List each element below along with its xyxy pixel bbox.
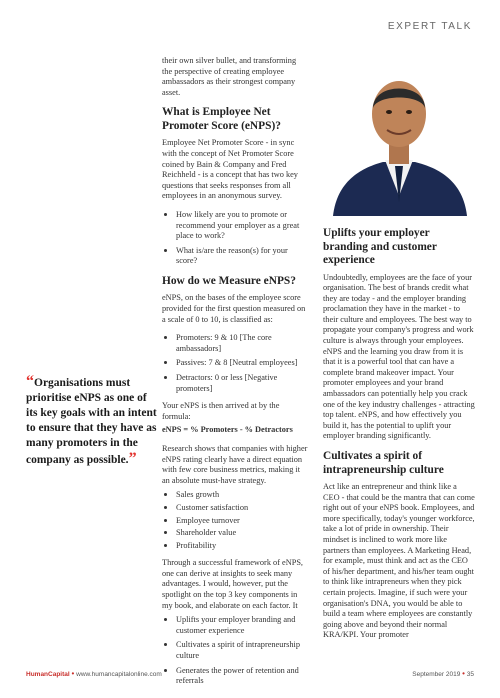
website-url[interactable]: www.humancapitalonline.com — [76, 671, 162, 678]
list-item: • Passives: 7 & 8 [Neutral employees] — [176, 357, 308, 369]
page-number: 35 — [466, 671, 474, 678]
open-quote-mark: “ — [26, 373, 34, 390]
list-item: • Cultivates a spirit of intrapreneurship culture — [176, 639, 308, 661]
author-photo — [323, 56, 475, 216]
author-portrait-illustration — [323, 56, 475, 216]
metric-list — [162, 489, 308, 551]
list-item: • How likely are you to promote or recommend your employer as a great place to work? — [176, 209, 308, 242]
list-item: • Profitability — [176, 540, 308, 552]
list-item: • What is/are the reason(s) for your score? — [176, 245, 308, 267]
intro-paragraph: their own silver bullet, and transforming the perspective of creating employee ambassadors as their strongest company asset. — [162, 56, 297, 97]
brand-logo: HumanCapital — [26, 671, 70, 678]
enps-definition: Employee Net Promoter Score - in sync with the concept of Net Promoter Score coined by Bain & Company and Fred Reichheld - is a concept that has two key questions that seeks responses from all employees in an anonymous survey. — [162, 138, 298, 201]
heading-intrapreneurship: Cultivates a spirit of intrapreneurship culture — [323, 450, 444, 476]
close-quote-mark: ” — [128, 450, 137, 467]
formula-intro: Your eNPS is then arrived at by the formula: — [162, 401, 280, 421]
research-paragraph: Research shows that companies with higher eNPS rating clearly have a direct equation with few core business metrics, making it an absolute must-have strategy. — [162, 443, 308, 485]
question-list — [162, 209, 308, 267]
pull-quote — [26, 374, 160, 468]
section-tag: EXPERT TALK — [387, 21, 472, 32]
list-item: • Shareholder value — [176, 527, 308, 539]
list-item: • Customer satisfaction — [176, 502, 308, 514]
intrapreneurship-paragraph: Act like an entrepreneur and think like a CEO - that could be the mantra that can come right out of your eNPS book. Employees, and more specifically, today's younger workforce, take a lot of pride in ownership. Their mindset is inclined to work more like partners than employees. A Marketing Head, for example, must think and act as the CEO of his/her department, and his/her team ought to think like intrapreneurs when they pick certain projects. Imagine, if such were your organisation's DNA, you would be able to build a team where employees are constantly going above and beyond their normal KRA/KPI. Your promoter — [323, 482, 475, 640]
measure-paragraph: eNPS, on the bases of the employee score provided for the first question measured on a scale of 0 to 10, is classified as: — [162, 293, 306, 324]
footer-issue — [412, 669, 474, 678]
enps-formula: eNPS = % Promoters - % Detractors — [162, 425, 293, 435]
pull-quote-text: Organisations must prioritise eNPS as one of its key goals with an intent to ensure that they have as many promoters in the company as possible. — [26, 377, 157, 466]
bullet-dot-icon: • — [71, 669, 75, 678]
middle-column — [162, 56, 308, 694]
list-item: • Sales growth — [176, 489, 308, 501]
issue-date: September 2019 — [412, 671, 461, 678]
right-column — [323, 227, 475, 648]
heading-measure-enps: How do we Measure eNPS? — [162, 274, 296, 287]
heading-employer-branding: Uplifts your employer branding and customer experience — [323, 227, 437, 266]
framework-paragraph: Through a successful framework of eNPS, one can derive at insights to seek many advantages. I would, however, put the spotlight on the top 3 key components in my book, and elaborate on each factor. It — [162, 558, 304, 610]
score-list — [162, 332, 308, 394]
heading-what-is-enps: What is Employee Net Promoter Score (eNPS)? — [162, 106, 281, 132]
list-item: • Detractors: 0 or less [Negative promoters] — [176, 372, 308, 394]
page-footer — [26, 669, 474, 681]
list-item: • Uplifts your employer branding and customer experience — [176, 614, 308, 636]
list-item: • Employee turnover — [176, 515, 308, 527]
list-item: • Generates the power of retention and referrals — [176, 665, 308, 687]
bullet-dot-icon: • — [462, 669, 465, 678]
branding-paragraph: Undoubtedly, employees are the face of your organisation. The best of brands credit what they are today - and the employer branding proclamation they have in the market - to their culture and employees. The best way to propagate your company's progress and work culture is always through your employees. eNPS and the learning you draw from it is that it is a powerful tool that can have a complete brand makeover impact. Your promoter employees and your brand ambassadors can potentially help you crack one of the key industry challenges - attracting top talent. eNPS, and how effectively you build it, has the potential to uplift your employer branding significantly. — [323, 272, 475, 441]
list-item: • Promoters: 9 & 10 [The core ambassadors] — [176, 332, 308, 354]
